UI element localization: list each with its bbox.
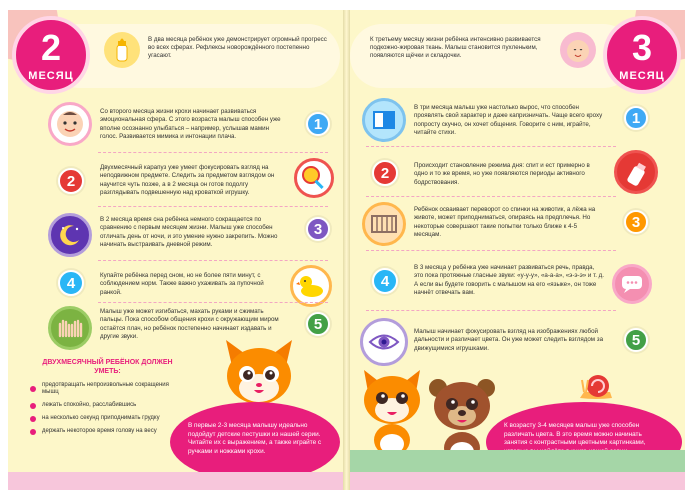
item-4-number: 4 [372, 268, 398, 294]
baby-face-icon [560, 32, 596, 68]
skill-text: держать некоторое время голову на весу [42, 428, 157, 434]
item-4-text: В 3 месяца у ребёнка уже начинает развиваться речь, правда, это пока протяжные гласные звуки: «у-у-у», «а-а-а», «э-э-э» и т. д. А если вы будете говорить с малышом на его «языке», он тоже начнёт отвечать вам. [414, 264, 605, 296]
bullet-icon [30, 429, 36, 435]
tip-bubble: В первые 2-3 месяца малышу идеально подойдут детские пестушки из нашей серии. Читайте их с выражением, а также играйте с ручками и ножками крохи. [170, 402, 340, 482]
bullet-icon [30, 403, 36, 409]
skills-title: ДВУХМЕСЯЧНЫЙ РЕБЁНОК ДОЛЖЕН УМЕТЬ: [42, 359, 173, 375]
month-word: МЕСЯЦ [28, 70, 74, 82]
moon-icon [48, 213, 92, 257]
month-word: МЕСЯЦ [619, 70, 665, 82]
rattle-icon [294, 158, 334, 198]
item-2-number: 2 [58, 168, 84, 194]
eye-icon [360, 318, 408, 366]
bottle-icon [614, 150, 658, 194]
item-2-text: Происходит становление режима дня: спит и ест примерно в одно и то же время, но уже появляются периоды активного бодрствования. [414, 162, 590, 186]
page-border [8, 472, 343, 490]
baby-face-icon [48, 102, 92, 146]
item-3-number: 3 [624, 210, 648, 234]
skill-item [30, 402, 185, 409]
month-number: 2 [40, 27, 62, 68]
skill-item [30, 428, 185, 435]
divider [98, 206, 328, 207]
crib-icon [362, 202, 406, 246]
month-badge [603, 16, 681, 94]
skill-text: лежать спокойно, расслабившись [42, 402, 137, 408]
divider [366, 250, 616, 251]
item-1-number: 1 [306, 112, 330, 136]
bullet-icon [30, 386, 36, 392]
item-2-number: 2 [372, 160, 398, 186]
divider [366, 196, 616, 197]
item-5-number: 5 [624, 328, 648, 352]
item-1-text: В три месяца малыш уже настолько вырос, что способен проявлять свой характер и даже капризничать. Чаще всего кроху попросту скучно, он хочет общения. Говорите с ним, играйте, читайте стихи. [414, 104, 603, 136]
item-2-text: Двухмесячный карапуз уже умеет фокусировать взгляд на неподвижном предмете. Следить за предметом взглядом он научится чуть позже, а в 2 месяца он готов подолгу разглядывать подвешенную над кроваткой игрушку. [100, 164, 275, 196]
tip-bubble: К возрасту 3-4 месяцев малыш уже способен различать цвета. В это время можно начинать занятия с контрастными цветными картинками, [486, 402, 682, 482]
divider [366, 146, 616, 147]
month-badge [12, 16, 90, 94]
item-4-number: 4 [58, 270, 84, 296]
book-gutter [343, 10, 350, 490]
divider [98, 152, 328, 153]
hands-icon [48, 306, 92, 350]
divider [98, 302, 328, 303]
skills-list [30, 358, 185, 435]
item-1-text: Со второго месяца жизни крохи начинает развиваться эмоциональная сфера. С этого возраста малыш способен уже вполне осознанно улыбаться – например, услышав мамин голос. Развивается мимика и интонации плача. [100, 108, 281, 140]
bullet-icon [30, 416, 36, 422]
month-number: 3 [631, 27, 653, 68]
item-3-number: 3 [306, 217, 330, 241]
item-4-text: Купайте ребёнка перед сном, но не более пяти минут, с соблюдением норм. Также важно ухаживать за пупочной ранкой. [100, 272, 264, 296]
skill-item [30, 415, 185, 422]
item-5-text: Малыш начинает фокусировать взгляд на изображениях любой дальности и различает цвета. Он уже может следить взглядом за движущимися игрушками. [414, 328, 604, 352]
speech-bubble-icon [612, 264, 652, 304]
skill-item [30, 382, 185, 396]
item-3-text: Ребёнок осваивает переворот со спинки на животик, а лёжа на животе, может приподниматься, опираясь на предплечья. Но некоторые совершают такие попытки только ближе к 4-5 месяцам. [414, 206, 596, 238]
skill-text: на несколько секунд приподнимать грудку [42, 415, 160, 421]
duck-icon [290, 265, 332, 307]
bottle-icon [104, 32, 140, 68]
intro-text: К третьему месяцу жизни ребёнка интенсивно развивается подкожно-жировая ткань. Малыш становится пухленьким, появляются щёчки и складочки. [370, 36, 541, 60]
item-1-number: 1 [624, 106, 648, 130]
snail-icon [576, 370, 616, 402]
item-5-number: 5 [306, 312, 330, 336]
left-page [8, 10, 343, 490]
page-border [350, 472, 685, 490]
divider [366, 310, 616, 311]
divider [98, 260, 328, 261]
kitten-mascot-icon [354, 368, 432, 458]
item-5-text: Малыш уже может изгибаться, махать руками и сжимать пальцы. Пока способом общения крохи с окружающим миром остаётся плач, но ребёнок постепенно начинает издавать и другие звуки. [100, 308, 279, 340]
skill-text: предотвращать непроизвольные сокращения мышц [42, 382, 169, 395]
item-3-text: В 2 месяца время сна ребёнка немного сокращается по сравнению с первым месяцем жизни. Малыш уже способен отличать день от ночи, и это умение нужно закрепить. Можно начинать выстраивать дневной режим. [100, 216, 278, 248]
right-page [350, 10, 685, 490]
book-icon [362, 98, 406, 142]
intro-text: В два месяца ребёнок уже демонстрирует огромный прогресс во всех сферах. Рефлексы новорождённого постепенно угасают. [148, 36, 327, 60]
